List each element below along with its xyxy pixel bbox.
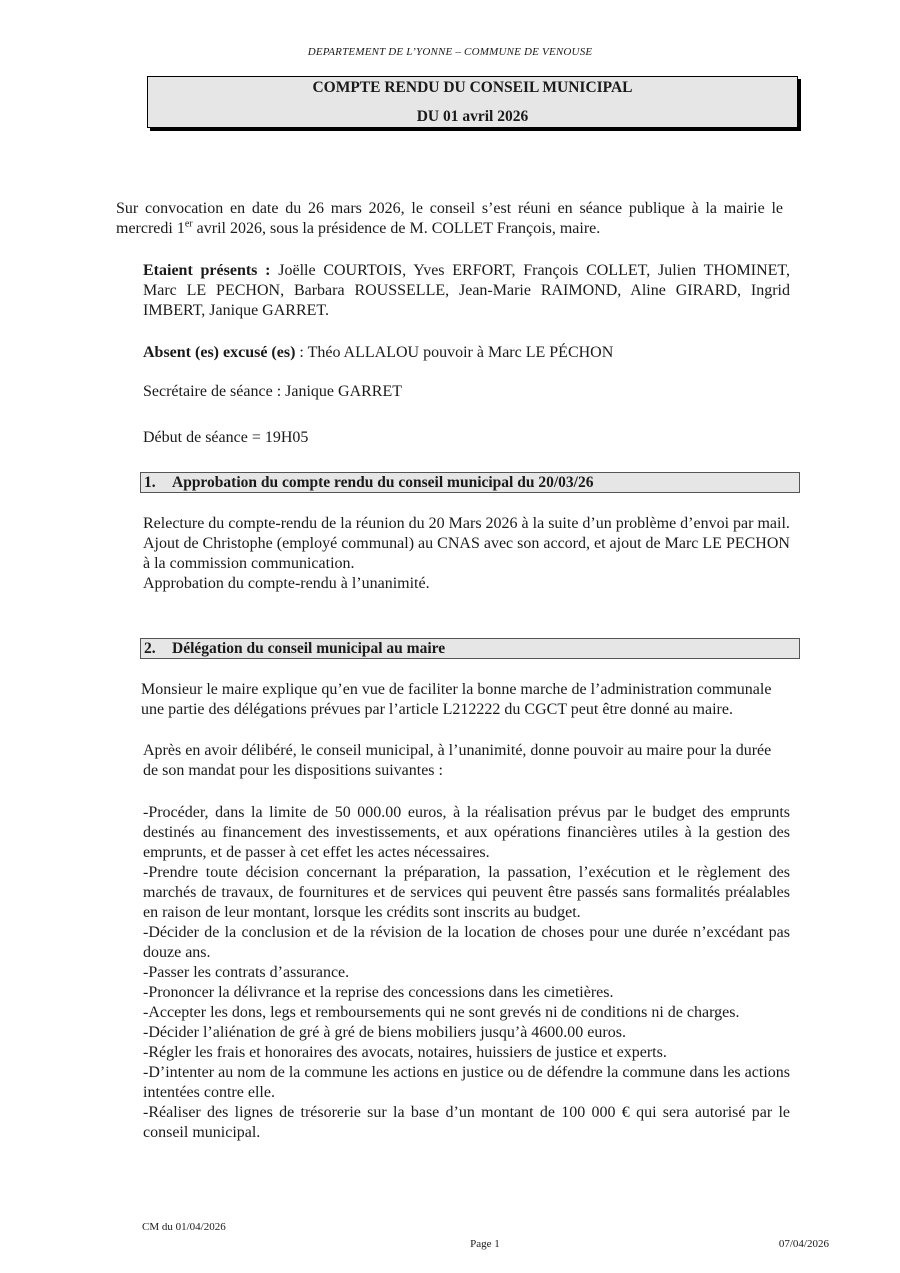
section-2-intro: Monsieur le maire explique qu’en vue de faciliter la bonne marche de l’administration communale une partie des délégations prévues par l’article L212222 du CGCT peut être donné au maire.	[141, 681, 772, 718]
intro-text-part2: avril 2026, sous la présidence de M. COLLET François, maire.	[192, 220, 601, 237]
present-names: Joëlle COURTOIS, Yves ERFORT, François COLLET, Julien THOMINET, Marc LE PECHON, Barbara ROUSSELLE, Jean-Marie RAIMOND, Aline GIRARD, Ingrid IMBERT, Janique GARRET.	[143, 262, 791, 319]
list-item: -Passer les contrats d’assurance.	[143, 964, 350, 981]
section-1-title: Approbation du compte rendu du conseil municipal du 20/03/26	[172, 474, 594, 491]
absent-members	[143, 343, 790, 363]
session-start: Début de séance = 19H05	[143, 429, 309, 446]
section-1-heading	[140, 472, 800, 493]
list-item: -D’intenter au nom de la commune les actions en justice ou de défendre la commune dans les actions intentées contre elle.	[143, 1064, 790, 1101]
intro-superscript: er	[184, 218, 193, 230]
footer-page-number: Page 1	[470, 1238, 500, 1250]
department-header: DEPARTEMENT DE L’YONNE – COMMUNE DE VENOUSE	[307, 46, 593, 58]
section-2-decision: Après en avoir délibéré, le conseil municipal, à l’unanimité, donne pouvoir au maire pour la durée de son mandat pour les dispositions suivantes :	[143, 742, 772, 779]
section-1-body	[143, 514, 790, 594]
section-2-heading	[140, 638, 800, 659]
list-item: -Décider de la conclusion et de la révision de la location de choses pour une durée n’excédant pas douze ans.	[143, 924, 790, 961]
secretary: Secrétaire de séance : Janique GARRET	[143, 383, 403, 400]
list-item: -Prononcer la délivrance et la reprise des concessions dans les cimetières.	[143, 984, 614, 1001]
title-box	[147, 76, 798, 128]
absent-text: : Théo ALLALOU pouvoir à Marc LE PÉCHON	[295, 344, 614, 361]
list-item: -Prendre toute décision concernant la préparation, la passation, l’exécution et le règlement des marchés de travaux, de fournitures et de services qui peuvent être passés sans formalités préalables en raison de leur montant, lorsque les crédits sont inscrits au budget.	[143, 864, 790, 921]
list-item: -Procéder, dans la limite de 50 000.00 euros, à la réalisation prévus par le budget des emprunts destinés au financement des investissements, et aux opérations financières utiles à la gestion des emprunts, et de passer à cet effet les actes nécessaires.	[143, 804, 790, 861]
section-1-line: Relecture du compte-rendu de la réunion du 20 Mars 2026 à la suite d’un problème d’envoi par mail.	[143, 515, 790, 532]
delegation-list	[143, 803, 790, 1143]
footer-date: 07/04/2026	[778, 1238, 829, 1250]
list-item: -Réaliser des lignes de trésorerie sur la base d’un montant de 100 000 € qui sera autorisé par le conseil municipal.	[143, 1104, 790, 1141]
document-date: DU 01 avril 2026	[416, 108, 529, 125]
footer-document-ref: CM du 01/04/2026	[142, 1221, 226, 1233]
absent-label: Absent (es) excusé (es)	[143, 344, 296, 361]
section-1-number: 1.	[144, 474, 156, 491]
section-1-line: Ajout de Christophe (employé communal) au CNAS avec son accord, et ajout de Marc LE PECHON à la commission communication.	[143, 535, 790, 572]
document-title: COMPTE RENDU DU CONSEIL MUNICIPAL	[312, 79, 633, 96]
intro-text-part1: Sur convocation en date du 26 mars 2026, le conseil s’est réuni en séance publique à la mairie le mercredi 1	[116, 200, 783, 237]
section-2-number: 2.	[144, 640, 156, 657]
list-item: -Régler les frais et honoraires des avocats, notaires, huissiers de justice et experts.	[143, 1044, 667, 1061]
section-1-line: Approbation du compte-rendu à l’unanimité.	[143, 575, 430, 592]
present-label: Etaient présents :	[143, 262, 271, 279]
present-members	[143, 261, 790, 321]
list-item: -Décider l’aliénation de gré à gré de biens mobiliers jusqu’à 4600.00 euros.	[143, 1024, 626, 1041]
intro-paragraph	[116, 199, 783, 239]
list-item: -Accepter les dons, legs et remboursements qui ne sont grevés ni de conditions ni de charges.	[143, 1004, 740, 1021]
section-2-title: Délégation du conseil municipal au maire	[172, 640, 446, 657]
